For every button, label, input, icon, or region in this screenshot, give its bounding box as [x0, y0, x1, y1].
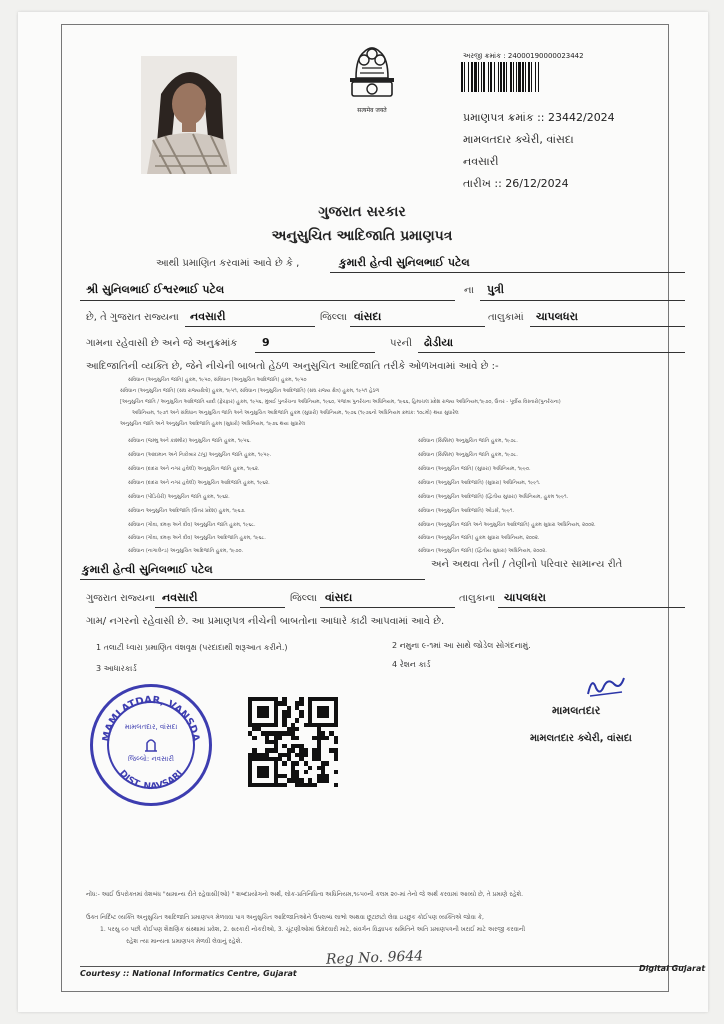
ashoka-emblem-icon: [344, 38, 400, 104]
serial-value: 9: [262, 336, 270, 349]
certificate-title: અનુસુચિત આદિજાતિ પ્રમાણપત્ર: [271, 228, 453, 244]
qr-module: [334, 783, 338, 787]
taluka-value: ચાપલધરા: [536, 310, 578, 323]
taluka-label-2: તાલુકાના: [459, 593, 496, 604]
state-text: છે, તે ગુજરાત રાજ્યના: [86, 312, 179, 323]
footer-rule: [80, 966, 686, 967]
emblem-caption: सत्यमेव जयते: [357, 107, 387, 114]
order-left: સંવિધાન (જમ્મુ અને કાશ્મીર) અનુસુચિત જાતિ હુકમ, ૧૯૫૬.: [128, 438, 251, 444]
place-line: [185, 326, 315, 327]
order-left: સંવિધાન અનુસુચિત આદિજાતિ (ઉત્તર પ્રદેશ) હુકમ, ૧૯૬૭.: [128, 508, 246, 514]
relation-value: પુત્રી: [487, 283, 505, 296]
government-title: ગુજરાત સરકાર: [318, 204, 406, 220]
village-text: ગામના રહેવાસી છે અને જે અનુક્રમાંક: [86, 338, 238, 349]
candidate-name: કુમારી હેત્વી સુનિલભાઈ પટેલ: [339, 256, 470, 269]
note-1: નોંધ:- આઈ ઉપરોક્તમાં વેશબંધ "સામાન્ય રીતે રહેવાસી(ઓ) " શબ્દપ્રયોગનો અર્થ, લોક-પ્રતિનિધિત્વ અધિનિયમ,૧૯૫૦ની કલમ ૨૦-માં તેનો જે અર્થ કરવામાં આવ્યો છે, તે પ્રમાણે રહેશે.: [86, 891, 524, 898]
order-left: સંવિધાન (દાદરા અને નગર હવેલી) અનુસુચિત જાતિ હુકમ, ૧૯૬૨.: [128, 466, 260, 472]
signature-title: મામલતદાર: [552, 704, 601, 717]
family-name: કુમારી હેત્વી સુનિલભાઈ પટેલ: [82, 563, 213, 576]
order-left: સંવિધાન (પોંડિચેરી) અનુસુચિત જાતિ હુકમ, ૧૯૬૪.: [128, 494, 230, 500]
basis-item: 4 રેશન કાર્ડ: [392, 660, 431, 669]
caste-value: ઢોડીયા: [424, 336, 454, 349]
seal-place-text: જિલ્લો: નવસારી: [127, 755, 175, 763]
office-seal: [90, 684, 212, 806]
barcode: [461, 62, 601, 92]
relation-label: ના: [464, 285, 474, 296]
taluka-label: તાલુકામાં: [488, 312, 524, 323]
taluka-value-2: ચાપલધરા: [504, 591, 546, 604]
relation-line: [480, 300, 685, 301]
caste-label: પરની: [390, 338, 412, 349]
order-right: સંવિધાન (અનુસુચિત જાતિ અને અનુસુચિત આદિજાતિ) હુકમ સુધારા અધિનિયમ, ૨૦૦૨.: [418, 522, 596, 528]
order-left: સંવિધાન (ગોવા, દમણ અને દીવ) અનુસુચિત આદિજાતિ હુકમ, ૧૯૬૮.: [128, 535, 266, 541]
applicant-photo: [141, 56, 237, 174]
order-left: સંવિધાન (નાગાલેન્ડ) અનુસુચિત આદિજાતિ હુકમ, ૧૯૭૦.: [128, 548, 244, 554]
family-text: અને અથવા તેની / તેણીનો પરિવાર સામાન્ય રીતે: [431, 559, 623, 570]
serial-line: [255, 352, 375, 353]
family-name-line: [80, 579, 425, 580]
certificate-number: પ્રમાણપત્ર ક્રમાંક :: 23442/2024: [463, 111, 615, 124]
district-label: જિલ્લા: [320, 312, 347, 323]
father-name-line: [80, 300, 455, 301]
handwritten-registration: Reg No. 9644: [325, 948, 424, 968]
state-emblem: [344, 38, 400, 114]
barcode-bar: [539, 62, 540, 92]
order-line: અનુસુચિત જાતિ અને અનુસુચિત આદિજાતિ હુકમ (સુધારો) અધિનિયમ, ૧૯૭૬ થયા સુધારેલ: [120, 421, 306, 427]
footer-brand: Digital Gujarat: [639, 964, 706, 973]
signature-office: મામલતદાર ક્ચેરી, વાંસદા: [530, 733, 632, 744]
application-number: અરજી ક્રમાંક : 24000190000023442: [463, 52, 584, 60]
seal-emblem-icon: [142, 735, 160, 753]
order-left: સંવિધાન (ગોવા, દમણ અને દીવ) અનુસુચિત જાતિ હુકમ, ૧૯૬૮.: [128, 522, 256, 528]
certify-text: આથી પ્રમાણિત કરવામાં આવે છે કે ,: [156, 258, 300, 269]
issuing-district: નવસારી: [463, 155, 499, 168]
qr-code: [248, 697, 338, 787]
taluka-line: [530, 326, 685, 327]
order-right: સંવિધાન (સિક્કિમ) અનુસુચિત જાતિ હુકમ, ૧૯૭૮.: [418, 438, 518, 444]
candidate-name-line: [330, 272, 685, 273]
order-right: સંવિધાન (અનુસુચિત જાતિ) (દ્વિતીય સુધારા) અધિનિયમ, ૨૦૦૨.: [418, 548, 547, 554]
basis-item: 1 તલાટી ધ્વારા પ્રમાણિત વંશવૃક્ષ (પરદાદાથી શરૂઆત કરીને.): [96, 643, 288, 652]
caste-line: [418, 352, 685, 353]
seal-middle-text: મામલતદાર, વાંસદા: [124, 723, 178, 731]
place-line-2: [155, 607, 285, 608]
order-line: અધિનિયમ, ૧૯૭૧ અને સંવિધાન અનુસુચિત જાતિ અને અનુસુચિત આદિજાતિ હુકમ (સુધારો) અધિનિયમ, ૧૯૭૬ (૧૯૭૬નો અધિનિયમ ક્રમાંક: ૧૦૮મો) થયા સુધારેલ: [132, 410, 459, 416]
order-line: [અનુસુચિત જાતિ / અનુસુચિત આદિજાતિ યાદી (ફેરફાર) હુકમ, ૧૯૫૬, મુંબઈ પુનર્રચના અધિનિયમ, ૧૯૬૦, પંજાબ પુનર્રચના અધિનિયમ, ૧૯૬૬, હિમાચલ પ્રદેશ રાજ્ય અધિનિયમ,૧૯૭૦, ઉત્તર - પૂર્વીય વિસ્તારો(પુનર્રચના): [120, 399, 561, 405]
note-3: 1. પરસુ ૯૦ પછી કોઈપણ શૈક્ષણિક સંસ્થામાં પ્રવેશ, 2. સરકારી નોકરીઓ, 3. ચૂંટણીઓમાં ઉમેદવારી માટે, સંવર્ગન વિજ્ઞાપક સમિતિને અતિ પ્રમાણપત્રની ખરાઈ માટે અરજી કરવાની: [100, 926, 526, 933]
order-line: સંવિધાન (અનુસુચિત જાતિ) (સંઘ રાજ્યક્ષેત્રો) હુકમ, ૧૯૫૧, સંવિધાન (અનુસુચિત આદિજાતિ) (સંઘ રાજ્ય ક્ષેત્ર) હુકમ, ૧૯૫૧ હેઠળ: [120, 388, 380, 394]
issuing-office: મામલતદાર ક્ચેરી, વાંસદા: [463, 133, 574, 146]
order-right: સંવિધાન (અનુસુચિત આદિજાતિ) (સુધારા) અધિનિયમ, ૧૯૯૧.: [418, 480, 541, 486]
footer-courtesy: Courtesy :: National Informatics Centre, Gujarat: [80, 969, 297, 978]
father-name: શ્રી સુનિલભાઈ ઈશ્વરભાઈ પટેલ: [86, 283, 225, 296]
state-text-2: ગુજરાત રાજ્યના: [86, 593, 155, 604]
issue-date: તારીખ :: 26/12/2024: [463, 177, 569, 190]
district-value-2: વાંસદા: [325, 591, 353, 604]
order-left: સંવિધાન (દાદરા અને નગર હવેલી) અનુસુચિત આદિજાતિ હુકમ, ૧૯૬૨.: [128, 480, 270, 486]
recognition-text: આદિજાતિની વ્યક્તિ છે, જેને નીચેની બાબતો હેઠળ અનુસુચિત આદિજાતિ તરીકે ઓળખવામાં આવે છે :-: [86, 361, 499, 372]
order-line: સંવિધાન (અનુસુચિત જાતિ) હુકમ, ૧૯૫૦, સંવિધાન (અનુસુચિત આદિજાતિ) હુકમ, ૧૯૫૦: [128, 377, 307, 383]
taluka-line-2: [498, 607, 685, 608]
note-2: ઉક્ત નિર્દિષ્ટ વ્યક્તિ અનુસુચિત આદિજાતિ પ્રમાણપત્ર મેળવવા પાત્ર અનુસુચિત આદિજાતિઓને ઉપલબ્ધ લાભો અથવા છૂટછાટો લેવા ઇચ્છુક કોઈપણ વ્યક્તિએ જોવા કે,: [86, 914, 484, 921]
order-right: સંવિધાન (અનુસુચિત જાતિ) હુકમ સુધારા અધિનિયમ, ૨૦૦૨.: [418, 535, 540, 541]
place-value-2: નવસારી: [162, 591, 198, 604]
order-right: સંવિધાન (અનુસુચિત આદિજાતિ) (દ્વિતીય સુધારા) અધિનિયમ, હુકમ ૧૯૯૧.: [418, 494, 569, 500]
order-right: સંવિધાન (અનુસુચિત આદિજાતિ) ઓડર્સ, ૧૯૯૧.: [418, 508, 515, 514]
seal-top-text: MAMLATDAR, VANSDA: [100, 694, 201, 743]
order-left: સંવિધાન (આંદામાન અને નિકોબાર ટાપુ) અનુસુચિત જાતિ હુકમ, ૧૯૫૯.: [128, 452, 272, 458]
district-line-2: [320, 607, 455, 608]
district-label-2: જિલ્લા: [290, 593, 317, 604]
district-line: [350, 326, 485, 327]
note-4: રહેશ ત્યા માન્યતા પ્રમાણપત્ર મેળવી લેવાનું રહેશે.: [126, 938, 243, 945]
basis-item: 2 નમુના ૯-૧માં આ સાથે જોડેલ સોગંદનામું.: [392, 641, 531, 650]
order-right: સંવિધાન (સિક્કિમ) અનુસુચિત જાતિ હુકમ, ૧૯૭૮.: [418, 452, 518, 458]
order-right: સંવિધાન (અનુસુચિત જાતિ) (સુધારા) અધિનિયમ, ૧૯૯૦.: [418, 466, 531, 472]
place-value: નવસારી: [190, 310, 226, 323]
basis-text: ગામ/ નગરનો રહેવાસી છે. આ પ્રમાણપત્ર નીચેની બાબતોના આધારે કાઢી આપવામાં આવે છે.: [86, 616, 445, 627]
signature-mark: [584, 672, 628, 700]
district-value: વાંસદા: [354, 310, 382, 323]
seal-bottom-text: DIST. NAVSARI: [116, 768, 186, 793]
basis-item: 3 આધારકાર્ડ: [96, 664, 137, 673]
